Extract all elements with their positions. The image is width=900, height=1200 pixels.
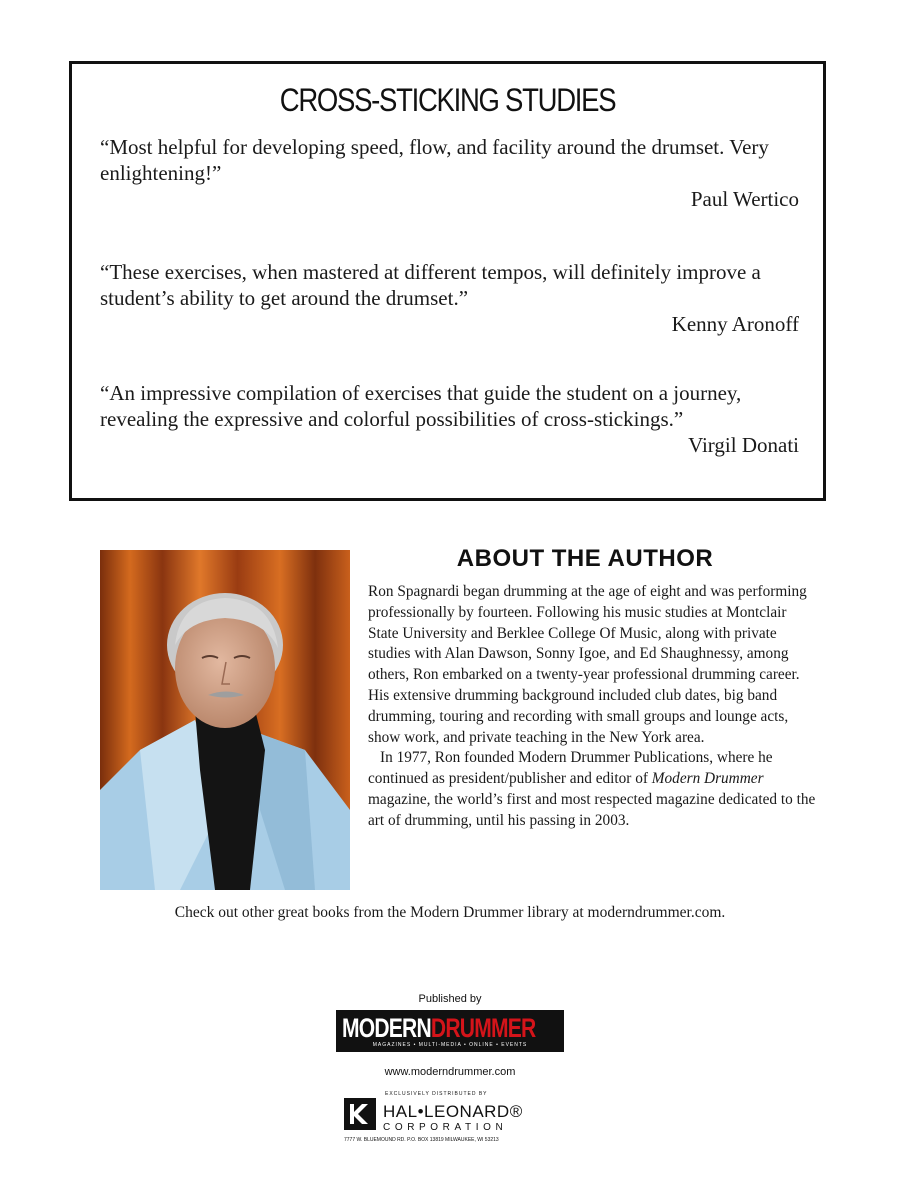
quote-author: Virgil Donati: [688, 433, 799, 457]
distributor-corporation: CORPORATION: [383, 1122, 508, 1133]
logo-wordmark: [342, 1013, 535, 1044]
quote-author: Kenny Aronoff: [671, 312, 799, 336]
book-title: CROSS-STICKING STUDIES: [279, 82, 616, 118]
quote-3: [100, 380, 799, 458]
logo-modern: MODERN: [342, 1013, 431, 1043]
library-promo: Check out other great books from the Modern Drummer library at moderndrummer.com.: [174, 904, 726, 921]
bio-paragraph-2-text: In 1977, Ron founded Modern Drummer Publications, where he continued as president/publisher and editor of: [368, 749, 773, 788]
hal-leonard-logo-icon: [344, 1098, 376, 1130]
bio-paragraph-1: Ron Spagnardi began drumming at the age of eight and was performing professionally by fourteen. Following his music studies at Montclair State University and Berklee College Of Music, along with private studies with Alan Dawson, Sonny Igoe, and Ed Shaughnessy, among others, Ron embarked on a twenty-year professional drumming career. His extensive drumming background included club dates, big band drumming, touring and recording with small groups and lounge acts, show work, and private teaching in the New York area.: [368, 583, 807, 746]
about-author-heading: ABOUT THE AUTHOR: [456, 545, 714, 572]
quote-2: [100, 259, 799, 337]
distributed-by-label: EXCLUSIVELY DISTRIBUTED BY: [385, 1091, 488, 1097]
logo-drummer: DRUMMER: [430, 1013, 536, 1043]
quote-text: “An impressive compilation of exercises that guide the student on a journey, revealing the expressive and colorful possibilities of cross-stickings.”: [100, 381, 742, 431]
publisher-url: www.moderndrummer.com: [384, 1066, 516, 1078]
testimonial-box: [69, 61, 826, 501]
author-bio: [368, 582, 816, 832]
modern-drummer-logo: [336, 1010, 564, 1052]
author-portrait-illustration: [100, 550, 350, 890]
quote-text: “Most helpful for developing speed, flow, and facility around the drumset. Very enlightening!”: [100, 135, 769, 185]
distributor-address: 7777 W. BLUEMOUND RD. P.O. BOX 13819 MILWAUKEE, WI 53213: [344, 1137, 499, 1143]
quote-1: [100, 134, 799, 212]
distributor-name: HAL•LEONARD®: [383, 1102, 523, 1121]
published-by-label: Published by: [418, 993, 482, 1005]
author-photo: [100, 550, 350, 890]
bio-paragraph-2-text-end: magazine, the world’s first and most respected magazine dedicated to the art of drumming, until his passing in 2003.: [368, 790, 816, 829]
logo-tagline: MAGAZINES • MULTI-MEDIA • ONLINE • EVENTS: [372, 1042, 528, 1048]
quote-text: “These exercises, when mastered at different tempos, will definitely improve a student’s ability to get around the drumset.”: [100, 260, 761, 310]
quote-author: Paul Wertico: [690, 187, 799, 211]
bio-paragraph-2: [368, 748, 816, 831]
magazine-name: Modern Drummer: [651, 770, 764, 788]
